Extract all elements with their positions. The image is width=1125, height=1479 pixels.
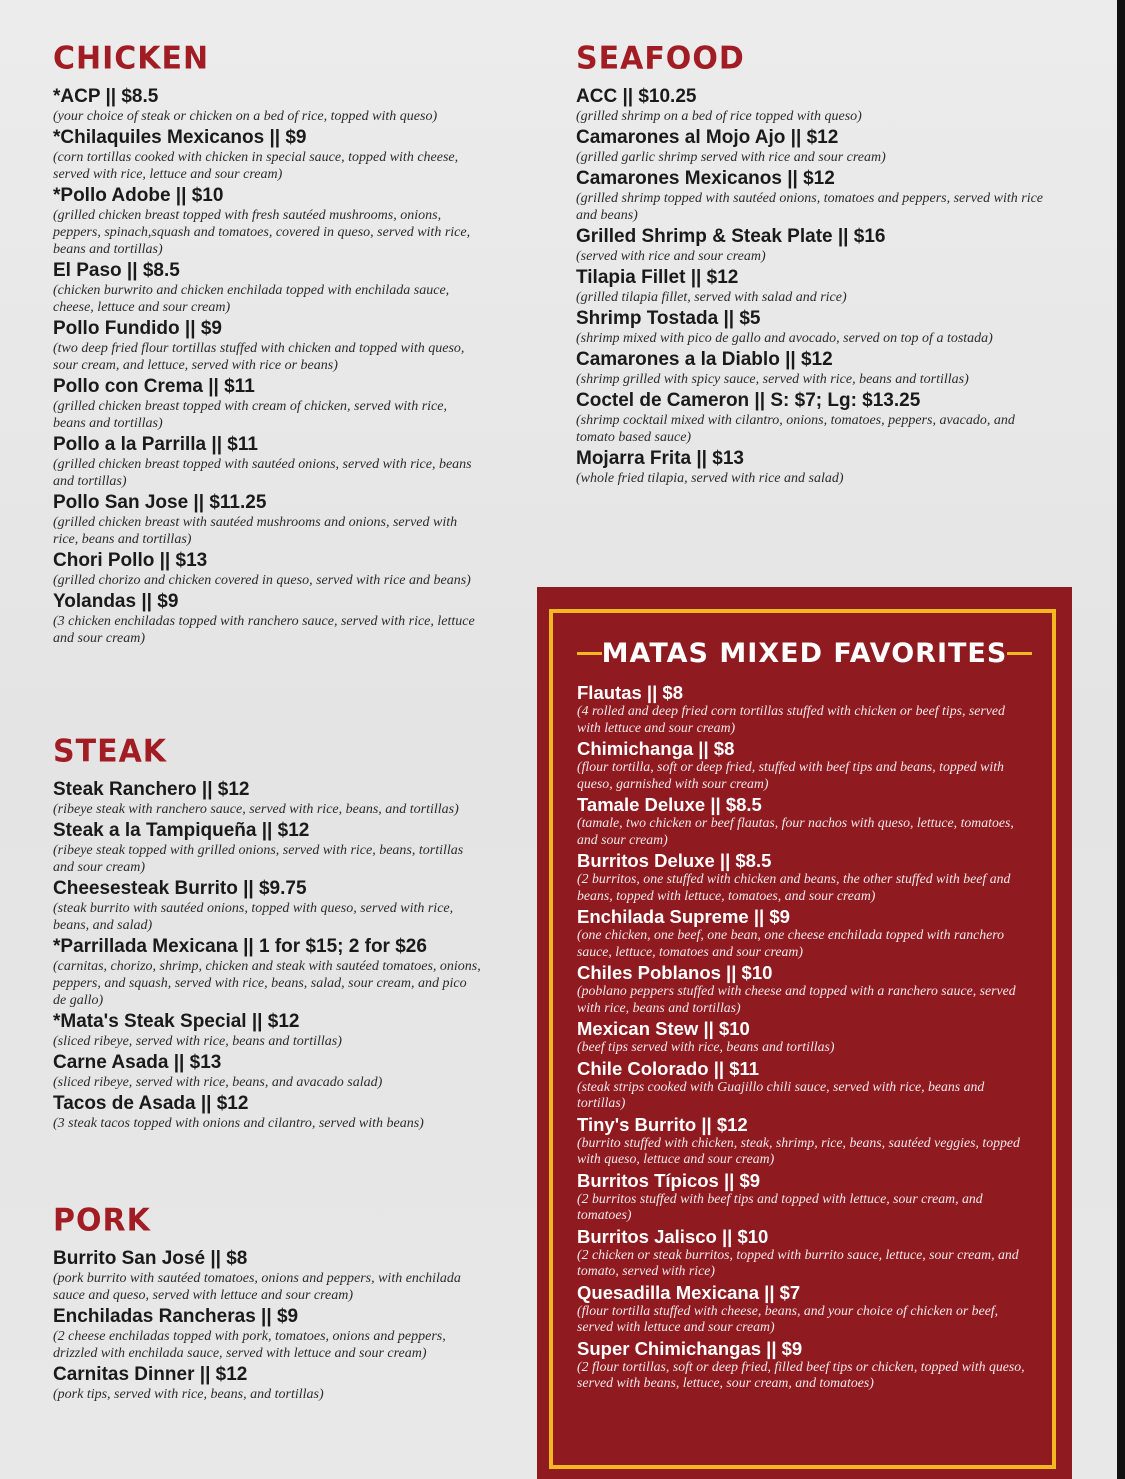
menu-item [577,962,1027,1016]
menu-item-description: (carnitas, chorizo, shrimp, chicken and steak with sautéed tomatoes, onions, peppers, and squash, served with rice, beans, salad, sour cream, and pico de gallo) [53,959,481,1008]
menu-item-description: (corn tortillas cooked with chicken in special sauce, topped with cheese, served with rice, lettuce and sour cream) [53,150,459,182]
menu-item [53,86,483,125]
menu-item-name: Carne Asada || $13 [53,1052,222,1073]
menu-item-name: ACC || $10.25 [576,86,697,107]
menu-item [53,127,483,183]
menu-item-description: (2 flour tortillas, soft or deep fried, filled beef tips or chicken, topped with queso, served with beans, lettuce, sour cream, and tomatoes) [577,1358,1025,1390]
menu-item-description: (steak strips cooked with Guajillo chili sauce, served with rice, beans and tortillas) [577,1078,985,1110]
menu-item [576,86,1046,125]
menu-item [53,820,483,876]
menu-item-name: Enchiladas Rancheras || $9 [53,1306,299,1327]
menu-item [576,390,1046,446]
menu-item-description: (shrimp grilled with spicy sauce, served with rice, beans and tortillas) [576,372,969,387]
menu-item [53,434,483,490]
menu-item-description: (pork burrito with sautéed tomatoes, onions and peppers, with enchilada sauce and queso, served with lettuce and sour cream) [53,1271,461,1303]
menu-item-description: (steak burrito with sautéed onions, topped with queso, served with rice, beans, and salad) [53,901,454,933]
menu-item [577,850,1027,904]
menu-item [53,779,483,818]
menu-item-name: Burrito San José || $8 [53,1248,248,1269]
menu-item-description: (grilled chicken breast topped with cream of chicken, served with rice, beans and tortillas) [53,399,447,431]
menu-item-name: Grilled Shrimp & Steak Plate || $16 [576,226,886,247]
chicken-list [53,86,483,649]
menu-item-description: (flour tortilla, soft or deep fried, stuffed with beef tips and beans, topped with queso, garnished with sour cream) [577,759,1004,791]
menu-item-description: (two deep fried flour tortillas stuffed with chicken and topped with queso, sour cream, and lettuce, served with rice or beans) [53,341,465,373]
menu-item [576,226,1046,265]
menu-item [53,591,483,647]
menu-item-description: (grilled chicken breast topped with fresh sautéed mushrooms, onions, peppers, spinach,squash and tomatoes, covered in queso, served with rice, beans and tortillas) [53,208,471,257]
menu-item-name: Tiny's Burrito || $12 [577,1113,748,1135]
menu-item-description: (2 burritos, one stuffed with chicken and beans, the other stuffed with beef and beans, topped with lettuce, tomatoes, and sour cream) [577,871,1011,903]
menu-item-description: (grilled tilapia fillet, served with salad and rice) [576,290,847,305]
favorites-title: MATAS MIXED FAVORITES [601,637,1008,669]
menu-item-description: (3 steak tacos topped with onions and cilantro, served with beans) [53,1116,424,1131]
menu-item-name: *Mata's Steak Special || $12 [53,1011,300,1032]
menu-item [576,349,1046,388]
pork-title: PORK [53,1202,151,1239]
menu-item-description: (whole fried tilapia, served with rice and salad) [576,471,844,486]
menu-item-name: Chori Pollo || $13 [53,550,208,571]
menu-item [53,1093,483,1132]
menu-item-name: Tamale Deluxe || $8.5 [577,794,762,815]
menu-item [577,1114,1027,1168]
menu-item-description: (flour tortilla stuffed with cheese, beans, and your choice of chicken or beef, served with lettuce and sour cream) [577,1302,999,1334]
menu-item-description: (one chicken, one beef, one bean, one cheese enchilada topped with ranchero sauce, lettuce, tomatoes and sour cream) [577,927,1005,959]
menu-item-name: *ACP || $8.5 [53,86,159,107]
menu-item-name: Yolandas || $9 [53,591,179,612]
menu-item-name: *Pollo Adobe || $10 [53,185,224,206]
menu-item-description: (ribeye steak topped with grilled onions, served with rice, beans, tortillas and sour cream) [53,843,464,875]
menu-item-name: Chimichanga || $8 [577,738,735,759]
menu-item-name: Burritos Jalisco || $10 [577,1225,769,1247]
menu-item [53,1306,483,1362]
menu-item-name: Mojarra Frita || $13 [576,448,744,469]
menu-item-name: Tacos de Asada || $12 [53,1093,249,1114]
menu-item [576,127,1046,166]
menu-item [53,1052,483,1091]
menu-item-name: Burritos Deluxe || $8.5 [577,850,772,871]
menu-item [577,1058,1027,1112]
menu-item-name: Pollo Fundido || $9 [53,318,222,339]
menu-item-name: Burritos Típicos || $9 [577,1169,761,1191]
page-edge [1117,0,1125,1479]
menu-item-description: (your choice of steak or chicken on a bed of rice, topped with queso) [53,109,438,124]
menu-item [576,308,1046,347]
menu-item-name: Chiles Poblanos || $10 [577,962,773,983]
menu-item-name: Flautas || $8 [577,682,683,703]
menu-item-name: Tilapia Fillet || $12 [576,267,739,288]
menu-item-name: Steak a la Tampiqueña || $12 [53,820,310,841]
menu-item-name: Cheesesteak Burrito || $9.75 [53,878,307,899]
menu-item-description: (sliced ribeye, served with rice, beans and tortillas) [53,1034,342,1049]
menu-item-description: (shrimp mixed with pico de gallo and avocado, served on top of a tostada) [576,331,993,346]
menu-item-description: (poblano peppers stuffed with cheese and topped with a ranchero sauce, served with rice, beans and tortillas) [577,983,1016,1015]
seafood-title: SEAFOOD [576,40,745,77]
menu-item-name: Pollo con Crema || $11 [53,376,255,397]
menu-item [53,1248,483,1304]
menu-item [53,550,483,589]
menu-item-description: (grilled garlic shrimp served with rice and sour cream) [576,150,886,165]
menu-item-description: (served with rice and sour cream) [576,249,766,264]
menu-item-name: Camarones Mexicanos || $12 [576,168,835,189]
menu-item-description: (4 rolled and deep fried corn tortillas stuffed with chicken or beef tips, served with lettuce and sour cream) [577,703,1005,735]
menu-item-description: (sliced ribeye, served with rice, beans, and avacado salad) [53,1075,383,1090]
menu-item [577,1282,1027,1336]
menu-item-description: (grilled shrimp on a bed of rice topped with queso) [576,109,862,124]
pork-list [53,1248,483,1405]
menu-item-description: (chicken burwrito and chicken enchilada topped with enchilada sauce, cheese, lettuce and sour cream) [53,283,450,315]
menu-item [53,1364,483,1403]
menu-item [53,376,483,432]
menu-item [577,1338,1027,1392]
menu-item-description: (shrimp cocktail mixed with cilantro, onions, tomatoes, peppers, avacado, and tomato based sauce) [576,413,1015,445]
menu-item-name: El Paso || $8.5 [53,260,180,281]
menu-item [53,878,483,934]
menu-item [576,267,1046,306]
steak-title: STEAK [53,733,168,770]
menu-item-description: (2 cheese enchiladas topped with pork, tomatoes, onions and peppers, drizzled with enchilada sauce, served with lettuce and sour cream) [53,1329,446,1361]
menu-item [53,185,483,258]
menu-item-description: (grilled chicken breast topped with sautéed onions, served with rice, beans and tortillas) [53,457,472,489]
menu-item-description: (grilled shrimp topped with sautéed onions, tomatoes and peppers, served with rice and beans) [576,191,1044,223]
title-rule-right [1007,652,1032,655]
menu-item-description: (3 chicken enchiladas topped with ranchero sauce, served with rice, lettuce and sour cream) [53,614,475,646]
chicken-title: CHICKEN [53,40,210,77]
menu-item-name: Coctel de Cameron || S: $7; Lg: $13.25 [576,390,921,411]
menu-item [577,794,1027,848]
menu-item-name: Super Chimichangas || $9 [577,1337,803,1359]
menu-item [53,492,483,548]
seafood-list [576,86,1046,489]
menu-item-description: (beef tips served with rice, beans and tortillas) [577,1039,835,1054]
menu-item [577,738,1027,792]
menu-item-description: (pork tips, served with rice, beans, and tortillas) [53,1387,324,1402]
menu-item-name: *Chilaquiles Mexicanos || $9 [53,127,307,148]
menu-item-name: Carnitas Dinner || $12 [53,1364,248,1385]
menu-item [53,1011,483,1050]
menu-item [577,1226,1027,1280]
menu-item [53,936,483,1009]
menu-item-name: Camarones a la Diablo || $12 [576,349,833,370]
menu-item [577,1018,1027,1056]
menu-item-description: (tamale, two chicken or beef flautas, four nachos with queso, lettuce, tomatoes, and sour cream) [577,815,1014,847]
menu-item-name: Pollo San Jose || $11.25 [53,492,267,513]
favorites-header [577,635,1032,671]
menu-item-description: (2 chicken or steak burritos, topped with burrito sauce, lettuce, sour cream, and tomato, served with rice) [577,1246,1019,1278]
menu-item-name: Shrimp Tostada || $5 [576,308,761,329]
menu-item-name: Pollo a la Parrilla || $11 [53,434,258,455]
menu-item [576,448,1046,487]
menu-item-name: Enchilada Supreme || $9 [577,906,790,927]
menu-item-description: (grilled chicken breast with sautéed mushrooms and onions, served with rice, beans and tortillas) [53,515,458,547]
menu-item-description: (grilled chorizo and chicken covered in queso, served with rice and beans) [53,573,471,588]
menu-item-name: Mexican Stew || $10 [577,1018,750,1039]
menu-item-name: Quesadilla Mexicana || $7 [577,1281,801,1303]
menu-item-description: (ribeye steak with ranchero sauce, served with rice, beans, and tortillas) [53,802,459,817]
favorites-box [537,587,1072,1479]
menu-item-name: *Parrillada Mexicana || 1 for $15; 2 for $26 [53,936,427,957]
menu-item [577,1170,1027,1224]
menu-item-name: Steak Ranchero || $12 [53,779,250,800]
menu-item-description: (2 burritos stuffed with beef tips and topped with lettuce, sour cream, and tomatoes) [577,1190,983,1222]
menu-item-description: (burrito stuffed with chicken, steak, shrimp, rice, beans, sautéed veggies, topped with queso, lettuce and sour cream) [577,1134,1020,1166]
menu-item [576,168,1046,224]
menu-item-name: Camarones al Mojo Ajo || $12 [576,127,839,148]
title-rule-left [577,652,602,655]
menu-item [577,682,1027,736]
menu-item-name: Chile Colorado || $11 [577,1057,760,1079]
steak-list [53,779,483,1134]
menu-item [53,318,483,374]
menu-item [53,260,483,316]
favorites-list [577,682,1027,1394]
menu-item [577,906,1027,960]
